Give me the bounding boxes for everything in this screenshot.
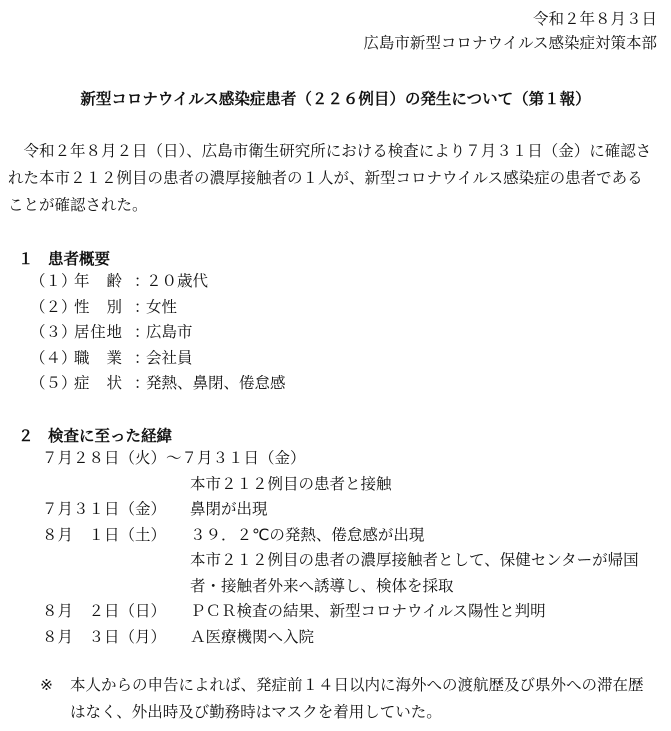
- section2-title: 検査に至った経緯: [48, 427, 173, 445]
- test-timeline: [42, 446, 662, 650]
- release-date: 令和２年８月３日: [532, 10, 657, 28]
- overview-item-value: 会社員: [146, 348, 193, 367]
- overview-item-symptoms: [30, 371, 286, 397]
- timeline-event: Ａ医療機関へ入院: [190, 627, 315, 646]
- overview-item-value: 女性: [146, 297, 178, 316]
- timeline-row: [42, 446, 662, 472]
- colon: ：: [134, 323, 150, 341]
- section2-number: ２: [18, 427, 34, 445]
- timeline-row: [42, 599, 662, 625]
- footnote-text: 本人からの申告によれば、発症前１４日以内に海外への渡航歴及び県外への滞在歴はなく、外出時及び勤務時はマスクを着用していた。: [70, 676, 644, 721]
- timeline-date: ７月３１日（金）: [42, 500, 167, 518]
- overview-item-number: （３）: [30, 323, 77, 341]
- overview-item-age: [30, 269, 286, 295]
- document-title: 新型コロナウイルス感染症患者（２２６例目）の発生について（第１報）: [80, 90, 591, 108]
- overview-item-value: 広島市: [146, 323, 193, 341]
- timeline-row: [42, 625, 662, 651]
- timeline-event: 本市２１２例目の患者と接触: [190, 474, 392, 493]
- timeline-row: [42, 523, 662, 549]
- timeline-row: [42, 548, 650, 599]
- overview-item-occupation: [30, 346, 286, 372]
- issuing-organization: 広島市新型コロナウイルス感染症対策本部: [363, 34, 657, 52]
- section1-number: １: [18, 250, 34, 268]
- timeline-date: ７月２８日（火）～７月３１日（金）: [42, 449, 306, 467]
- overview-item-residence: [30, 320, 286, 346]
- timeline-row: [42, 497, 662, 523]
- colon: ：: [134, 374, 150, 392]
- timeline-event: ３９．２℃の発熱、倦怠感が出現: [190, 525, 425, 544]
- colon: ：: [134, 348, 150, 367]
- overview-item-label: 年 齢: [74, 272, 123, 290]
- timeline-row: [42, 472, 662, 498]
- overview-item-value: ２０歳代: [146, 272, 209, 290]
- section2-heading: [18, 424, 172, 446]
- overview-item-value: 発熱、鼻閉、倦怠感: [146, 374, 286, 392]
- overview-item-number: （４）: [30, 348, 77, 367]
- section1-heading: [18, 247, 110, 269]
- colon: ：: [134, 272, 150, 290]
- overview-item-label: 症 状: [74, 374, 123, 392]
- overview-item-number: （２）: [30, 297, 77, 316]
- colon: ：: [134, 297, 150, 316]
- overview-item-sex: [30, 295, 286, 321]
- section1-title: 患者概要: [48, 250, 111, 268]
- overview-item-label: 居住地: [74, 323, 123, 341]
- timeline-date: ８月 １日（土）: [42, 525, 167, 544]
- intro-paragraph: 令和２年８月２日（日）、広島市衛生研究所における検査により７月３１日（金）に確認された本市２１２例目の患者の濃厚接触者の１人が、新型コロナウイルス感染症の患者であることが確認された。: [8, 142, 652, 214]
- overview-item-number: （５）: [30, 374, 77, 392]
- timeline-date: ８月 ３日（月）: [42, 627, 167, 646]
- patient-overview-list: [30, 269, 286, 397]
- overview-item-number: （１）: [30, 272, 77, 290]
- overview-item-label: 性 別: [74, 297, 123, 316]
- timeline-date: ８月 ２日（日）: [42, 602, 167, 620]
- overview-item-label: 職 業: [74, 348, 123, 367]
- note-mark: ※: [40, 676, 53, 694]
- timeline-event: 本市２１２例目の患者の濃厚接触者として、保健センターが帰国者・接触者外来へ誘導し、検体を採取: [190, 551, 639, 595]
- footnote: [40, 672, 658, 726]
- timeline-event: 鼻閉が出現: [190, 500, 268, 518]
- timeline-event: ＰＣＲ検査の結果、新型コロナウイルス陽性と判明: [190, 602, 546, 620]
